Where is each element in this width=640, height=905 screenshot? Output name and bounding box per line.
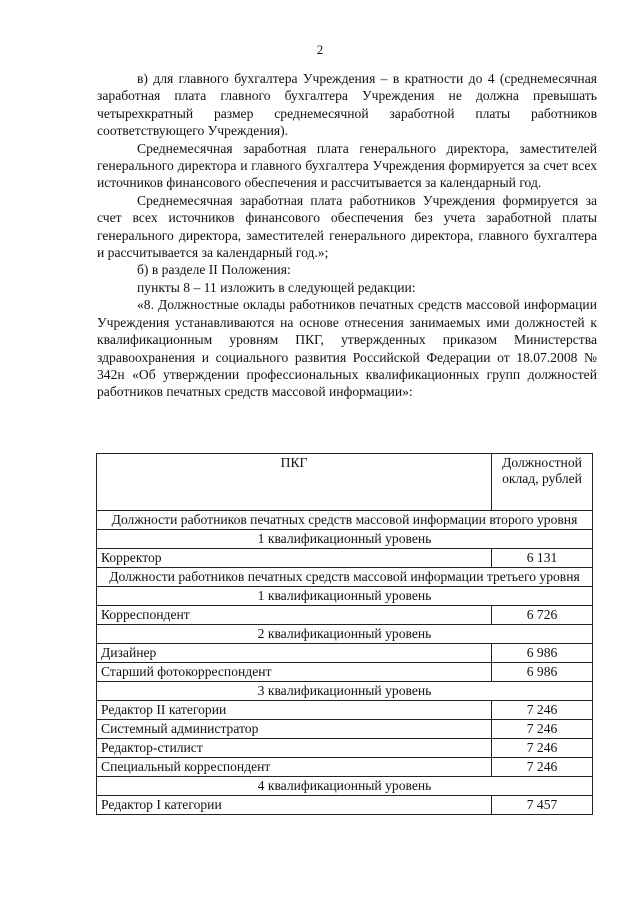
table-row: [97, 644, 593, 663]
paragraph: «8. Должностные оклады работников печатных средств массовой информации Учреждения устанавливаются на основе отнесения занимаемых ими должностей к квалификационным уровням ПКГ, утвержденных приказом Министерства здравоохранения и социального развития Российской Федерации от 18.07.2008 № 342н «Об утверждении профессиональных квалификационных групп должностей работников печатных средств массовой информации»:: [97, 297, 597, 400]
table-row: [97, 663, 593, 682]
position-cell: Корреспондент: [97, 606, 492, 625]
paragraph: в) для главного бухгалтера Учреждения – в кратности до 4 (среднемесячная заработная плата главного бухгалтера Учреждения не должна превышать четырехкратный размер среднемесячной заработной платы работников соответствующего Учреждения).: [97, 71, 597, 139]
level-heading: 1 квалификационный уровень: [97, 530, 593, 549]
group-heading: Должности работников печатных средств массовой информации третьего уровня: [97, 568, 593, 587]
body-text: [97, 70, 597, 401]
table-row: [97, 701, 593, 720]
paragraph: пункты 8 – 11 изложить в следующей редакции:: [137, 279, 416, 295]
position-cell: Дизайнер: [97, 644, 492, 663]
table-header-row: [97, 454, 593, 511]
level-heading: 1 квалификационный уровень: [97, 587, 593, 606]
position-cell: Специальный корреспондент: [97, 758, 492, 777]
salary-cell: 7 246: [492, 739, 593, 758]
salary-cell: 7 246: [492, 720, 593, 739]
salary-cell: 7 457: [492, 796, 593, 815]
table-row: [97, 549, 593, 568]
salary-cell: 6 726: [492, 606, 593, 625]
position-cell: Корректор: [97, 549, 492, 568]
salary-cell: 6 131: [492, 549, 593, 568]
table-row: [97, 739, 593, 758]
salary-cell: 7 246: [492, 758, 593, 777]
salary-cell: 6 986: [492, 644, 593, 663]
salary-cell: 6 986: [492, 663, 593, 682]
table-row: [97, 758, 593, 777]
salary-cell: 7 246: [492, 701, 593, 720]
header-salary: Должностной оклад, рублей: [492, 454, 593, 511]
paragraph: Среднемесячная заработная плата работников Учреждения формируется за счет всех источников финансового обеспечения без учета заработной платы генерального директора, заместителей генерального директора, главного бухгалтера и рассчитывается за календарный год.»;: [97, 192, 597, 261]
level-heading: 3 квалификационный уровень: [97, 682, 593, 701]
paragraph: Среднемесячная заработная плата генерального директора, заместителей генерального директора и главного бухгалтера Учреждения формируется за счет всех источников финансового обеспечения и рассчитывается за календарный год.: [97, 140, 597, 191]
position-cell: Редактор-стилист: [97, 739, 492, 758]
position-cell: Системный администратор: [97, 720, 492, 739]
position-cell: Старший фотокорреспондент: [97, 663, 492, 682]
page-number: 2: [316, 42, 324, 57]
position-cell: Редактор II категории: [97, 701, 492, 720]
level-heading: 4 квалификационный уровень: [97, 777, 593, 796]
group-heading: Должности работников печатных средств массовой информации второго уровня: [97, 511, 593, 530]
level-heading: 2 квалификационный уровень: [97, 625, 593, 644]
table-row: [97, 606, 593, 625]
table-row: [97, 796, 593, 815]
table-row: [97, 720, 593, 739]
salary-table: [96, 453, 593, 815]
position-cell: Редактор I категории: [97, 796, 492, 815]
header-pkg: ПКГ: [97, 454, 492, 511]
paragraph: б) в разделе II Положения:: [137, 262, 291, 278]
